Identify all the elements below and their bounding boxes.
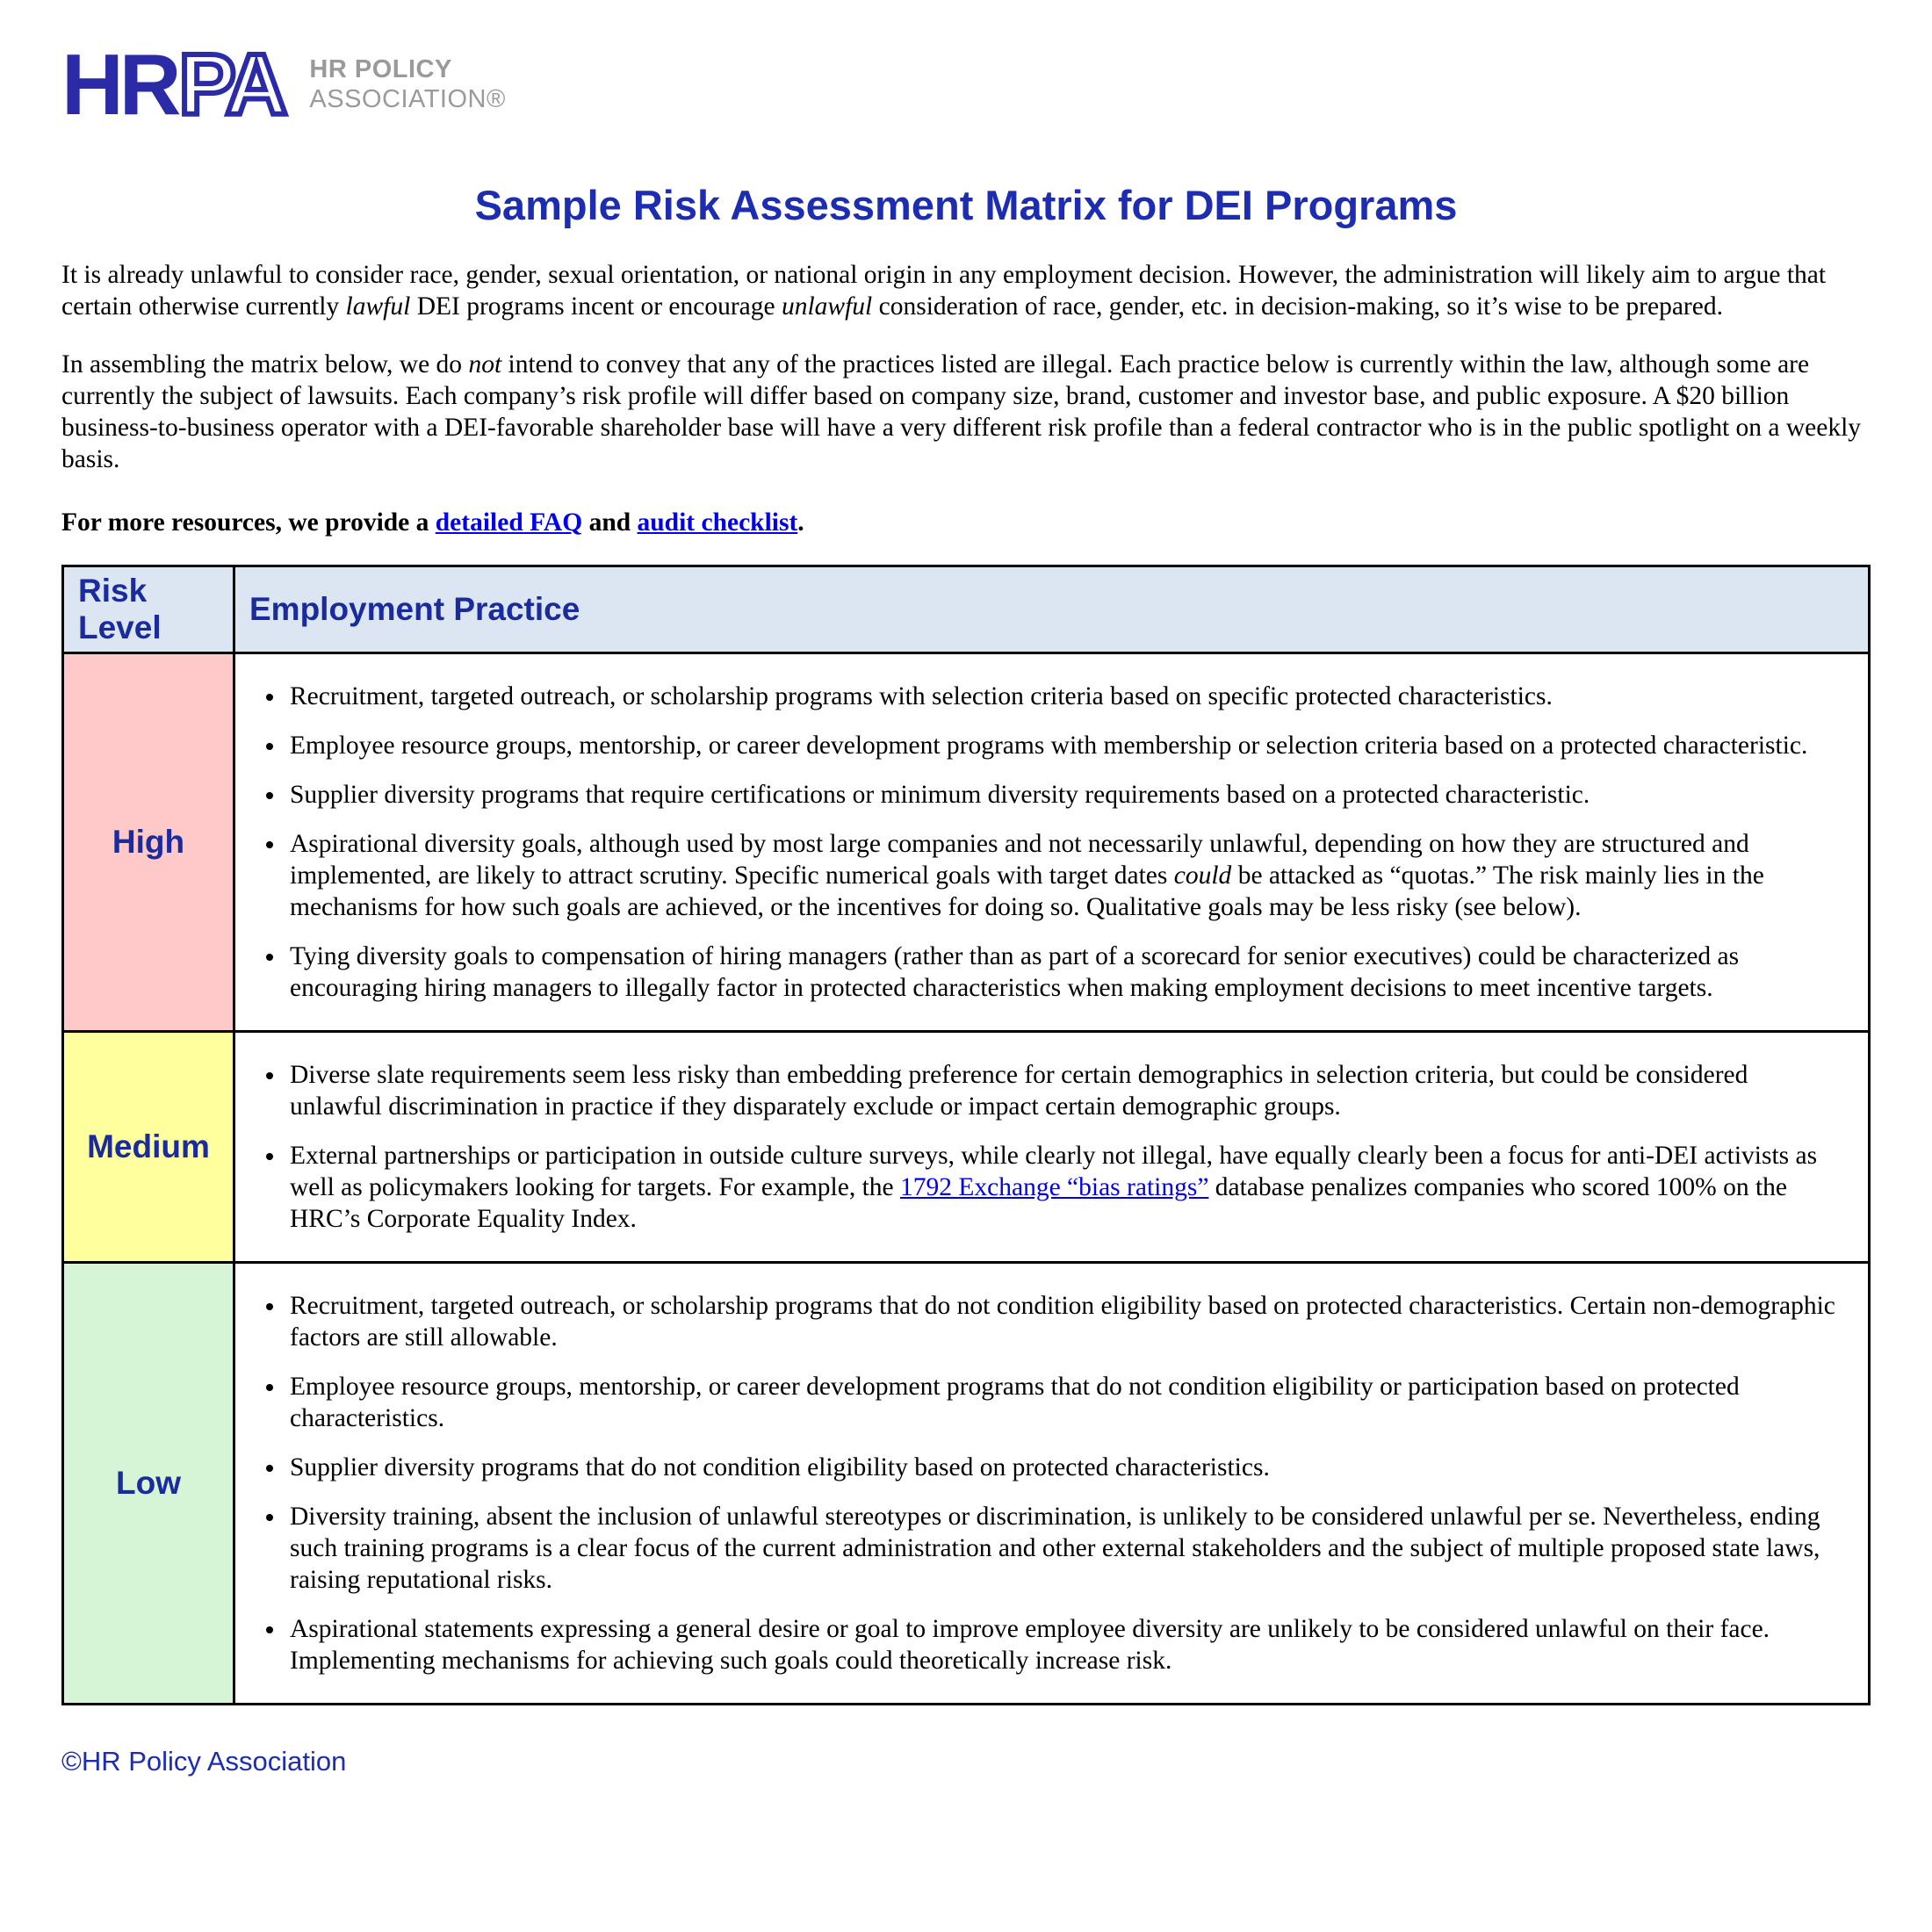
- risk-level-cell: [63, 1032, 234, 1263]
- risk-level-cell: [63, 653, 234, 1032]
- audit-checklist-link[interactable]: audit checklist: [637, 508, 798, 537]
- resources-mid: and: [582, 508, 638, 537]
- practice-bullet: [286, 1452, 1845, 1483]
- risk-level-label: High: [112, 824, 185, 860]
- practice-bullet: [286, 1059, 1845, 1122]
- bullet-text: Supplier diversity programs that require certifications or minimum diversity requirements based on a protected characteristic.: [290, 781, 1590, 809]
- resources-suffix: .: [797, 508, 804, 537]
- risk-level-cell: [63, 1263, 234, 1705]
- practice-bullet: [286, 1140, 1845, 1235]
- practice-bullet-list: [235, 1290, 1845, 1676]
- bias-ratings-link[interactable]: 1792 Exchange “bias ratings”: [900, 1173, 1209, 1201]
- table-row: [63, 653, 1870, 1032]
- practice-bullet-list: [235, 1059, 1845, 1235]
- bullet-text: Tying diversity goals to compensation of hiring managers (rather than as part of a scorecard for senior executives) could be characterized as encouraging hiring managers to illegally factor in protected characteristics when making employment decisions to meet incentive targets.: [290, 942, 1740, 1002]
- paragraph-text: intend to convey that any of the practices listed are illegal. Each practice below is currently within the law, although some are currently the subject of lawsuits. Each company’s risk profile will differ based on company size, brand, customer and investor base, and public exposure. A $20 billion business-to-business operator with a DEI-favorable shareholder base will have a very different risk profile than a federal contractor who is in the public spotlight on a weekly basis.: [61, 350, 1862, 473]
- hrpa-logo-wordmark: [309, 54, 505, 114]
- bullet-text: Supplier diversity programs that do not condition eligibility based on protected characteristics.: [290, 1453, 1270, 1481]
- intro-paragraph-1: [61, 259, 1871, 322]
- risk-matrix-table: [61, 565, 1871, 1705]
- risk-level-label: Medium: [87, 1128, 210, 1164]
- bullet-text: Recruitment, targeted outreach, or scholarship programs that do not condition eligibility based on protected characteristics. Certain non-demographic factors are still allowable.: [290, 1292, 1835, 1352]
- table-row: [63, 1263, 1870, 1705]
- paragraph-text: DEI programs incent or encourage: [410, 292, 782, 321]
- italic-not: not: [468, 350, 502, 378]
- bullet-text: Diverse slate requirements seem less risky than embedding preference for certain demographics in selection criteria, but could be considered unlawful discrimination in practice if they disparately exclude or impact certain demographic groups.: [290, 1061, 1748, 1121]
- practice-bullet-list: [235, 681, 1845, 1004]
- practice-bullet: [286, 828, 1845, 923]
- header-risk-level: Risk Level: [63, 566, 234, 653]
- bullet-text: be attacked as “quotas.” The risk mainly lies in the mechanisms for how such goals are achieved, or the incentives for doing so. Qualitative goals may be less risky (see below).: [290, 861, 1764, 921]
- practice-bullet: [286, 681, 1845, 712]
- employment-practice-cell: [234, 1263, 1870, 1705]
- logo-wordmark-line2: ASSOCIATION®: [309, 85, 506, 113]
- practice-bullet: [286, 1501, 1845, 1596]
- risk-table-header: [63, 566, 1870, 653]
- resources-prefix: For more resources, we provide a: [61, 508, 436, 537]
- logo-pa-letters: PA: [178, 36, 284, 133]
- italic-unlawful: unlawful: [781, 292, 873, 321]
- bullet-text: Recruitment, targeted outreach, or scholarship programs with selection criteria based on specific protected characteristics.: [290, 682, 1553, 710]
- bullet-text: External partnerships or participation in outside culture surveys, while clearly not illegal, have equally clearly been a focus for anti-DEI activists as well as policymakers looking for targets. For example, the: [290, 1142, 1818, 1201]
- bullet-text: Employee resource groups, mentorship, or career development programs that do not condition eligibility or participation based on protected characteristics.: [290, 1373, 1740, 1432]
- italic-lawful: lawful: [345, 292, 411, 321]
- header-employment-practice: Employment Practice: [234, 566, 1870, 653]
- practice-bullet: [286, 1613, 1845, 1676]
- employment-practice-cell: [234, 653, 1870, 1032]
- logo-wordmark-line1: HR POLICY: [309, 55, 452, 83]
- practice-bullet: [286, 941, 1845, 1004]
- bullet-text: Aspirational statements expressing a general desire or goal to improve employee diversity are unlikely to be considered unlawful on their face. Implementing mechanisms for achieving such goals could theoretically increase risk.: [290, 1615, 1770, 1675]
- paragraph-text: consideration of race, gender, etc. in decision-making, so it’s wise to be prepared.: [872, 292, 1723, 321]
- hrpa-logo: [61, 36, 1871, 133]
- bullet-text: Employee resource groups, mentorship, or career development programs with membership or selection criteria based on a protected characteristic.: [290, 732, 1808, 760]
- practice-bullet: [286, 1371, 1845, 1434]
- bullet-text: Diversity training, absent the inclusion of unlawful stereotypes or discrimination, is unlikely to be considered unlawful per se. Nevertheless, ending such training programs is a clear focus of the current administration and other external stakeholders and the subject of multiple proposed state laws, raising reputational risks.: [290, 1503, 1820, 1594]
- resources-line: [61, 507, 1871, 538]
- practice-bullet: [286, 730, 1845, 761]
- logo-hr-letters: HR: [61, 36, 177, 133]
- bullet-text: database penalizes companies who scored 100% on the HRC’s Corporate Equality Index.: [290, 1173, 1788, 1233]
- page-title: Sample Risk Assessment Matrix for DEI Programs: [474, 182, 1458, 228]
- risk-table-body: [63, 653, 1870, 1705]
- risk-level-label: Low: [116, 1465, 181, 1501]
- paragraph-text: It is already unlawful to consider race, gender, sexual orientation, or national origin in any employment decision. However, the administration will likely aim to argue that certain otherwise currently: [61, 261, 1827, 321]
- paragraph-text: In assembling the matrix below, we do: [61, 350, 469, 378]
- employment-practice-cell: [234, 1032, 1870, 1263]
- bullet-text: Aspirational diversity goals, although used by most large companies and not necessarily unlawful, depending on how they are structured and implemented, are likely to attract scrutiny. Specific numerical goals with target dates: [290, 830, 1749, 890]
- table-row: [63, 1032, 1870, 1263]
- intro-paragraph-2: [61, 349, 1871, 475]
- copyright-footer: ©HR Policy Association: [61, 1746, 347, 1777]
- practice-bullet: [286, 779, 1845, 811]
- hrpa-logo-mark: [61, 36, 284, 133]
- practice-bullet: [286, 1290, 1845, 1353]
- detailed-faq-link[interactable]: detailed FAQ: [435, 508, 583, 537]
- italic-text: could: [1173, 861, 1232, 890]
